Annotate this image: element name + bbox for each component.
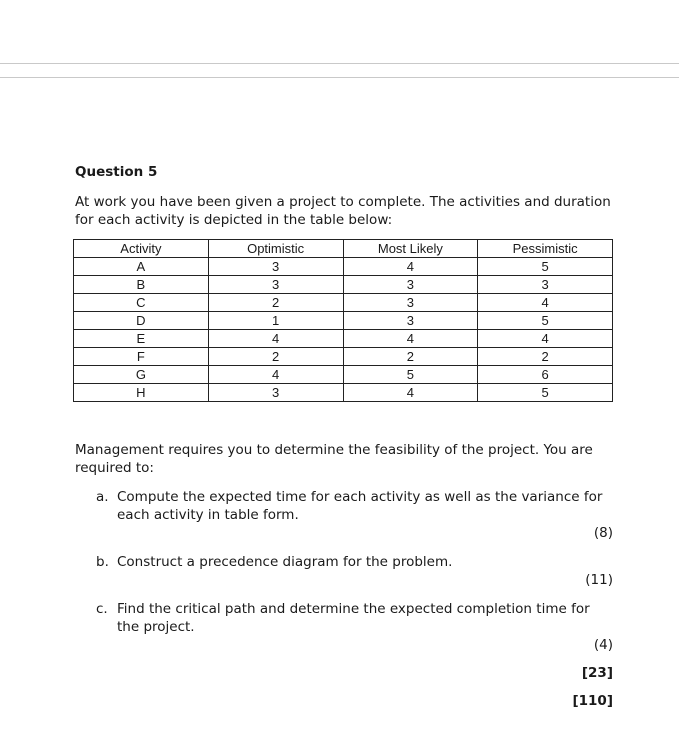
- cell-optimistic: 2: [208, 294, 343, 312]
- cell-activity: A: [74, 258, 209, 276]
- cell-activity: E: [74, 330, 209, 348]
- table-row: [74, 312, 613, 330]
- cell-optimistic: 4: [208, 366, 343, 384]
- cell-pessimistic: 6: [478, 366, 613, 384]
- task-c-marks: (4): [593, 637, 613, 653]
- task-label: a.: [96, 489, 109, 505]
- cell-activity: B: [74, 276, 209, 294]
- task-text: Find the critical path and determine the expected completion time for the project.: [117, 601, 590, 635]
- management-requirement: Management requires you to determine the feasibility of the project. You are required to:: [75, 442, 593, 476]
- task-text: Compute the expected time for each activity as well as the variance for each activity in table form.: [117, 489, 603, 523]
- header-pessimistic: Pessimistic: [478, 240, 613, 258]
- table-row: [74, 276, 613, 294]
- table-row: [74, 366, 613, 384]
- cell-most-likely: 2: [343, 348, 478, 366]
- cell-optimistic: 1: [208, 312, 343, 330]
- cell-most-likely: 5: [343, 366, 478, 384]
- table-row: [74, 330, 613, 348]
- cell-optimistic: 2: [208, 348, 343, 366]
- table-header-row: [74, 240, 613, 258]
- table-row: [74, 294, 613, 312]
- task-label: c.: [96, 601, 108, 617]
- question-total-marks: [23]: [581, 665, 613, 681]
- cell-pessimistic: 4: [478, 294, 613, 312]
- cell-pessimistic: 2: [478, 348, 613, 366]
- cell-pessimistic: 5: [478, 384, 613, 402]
- activity-duration-table: [73, 239, 613, 402]
- cell-activity: C: [74, 294, 209, 312]
- cell-most-likely: 4: [343, 330, 478, 348]
- cell-activity: H: [74, 384, 209, 402]
- cell-optimistic: 4: [208, 330, 343, 348]
- task-b: [96, 553, 616, 571]
- task-a: [96, 488, 616, 524]
- header-most-likely: Most Likely: [343, 240, 478, 258]
- header-activity: Activity: [74, 240, 209, 258]
- header-divider-bottom: [0, 77, 679, 78]
- cell-most-likely: 3: [343, 294, 478, 312]
- cell-activity: F: [74, 348, 209, 366]
- cell-most-likely: 3: [343, 312, 478, 330]
- header-divider-top: [0, 63, 679, 64]
- task-c: [96, 600, 616, 636]
- cell-pessimistic: 5: [478, 312, 613, 330]
- table-row: [74, 258, 613, 276]
- header-optimistic: Optimistic: [208, 240, 343, 258]
- task-label: b.: [96, 554, 109, 570]
- task-text: Construct a precedence diagram for the problem.: [117, 554, 453, 570]
- task-a-marks: (8): [593, 525, 613, 541]
- cell-optimistic: 3: [208, 258, 343, 276]
- cell-most-likely: 4: [343, 384, 478, 402]
- cell-optimistic: 3: [208, 384, 343, 402]
- table-row: [74, 384, 613, 402]
- cell-most-likely: 3: [343, 276, 478, 294]
- cell-pessimistic: 3: [478, 276, 613, 294]
- cell-pessimistic: 4: [478, 330, 613, 348]
- task-b-marks: (11): [585, 572, 613, 588]
- table-row: [74, 348, 613, 366]
- cell-optimistic: 3: [208, 276, 343, 294]
- cell-most-likely: 4: [343, 258, 478, 276]
- paper-total-marks: [110]: [572, 693, 613, 709]
- question-title: Question 5: [75, 164, 158, 180]
- cell-activity: G: [74, 366, 209, 384]
- cell-pessimistic: 5: [478, 258, 613, 276]
- question-intro: At work you have been given a project to complete. The activities and duration for each activity is depicted in the table below:: [75, 194, 611, 228]
- cell-activity: D: [74, 312, 209, 330]
